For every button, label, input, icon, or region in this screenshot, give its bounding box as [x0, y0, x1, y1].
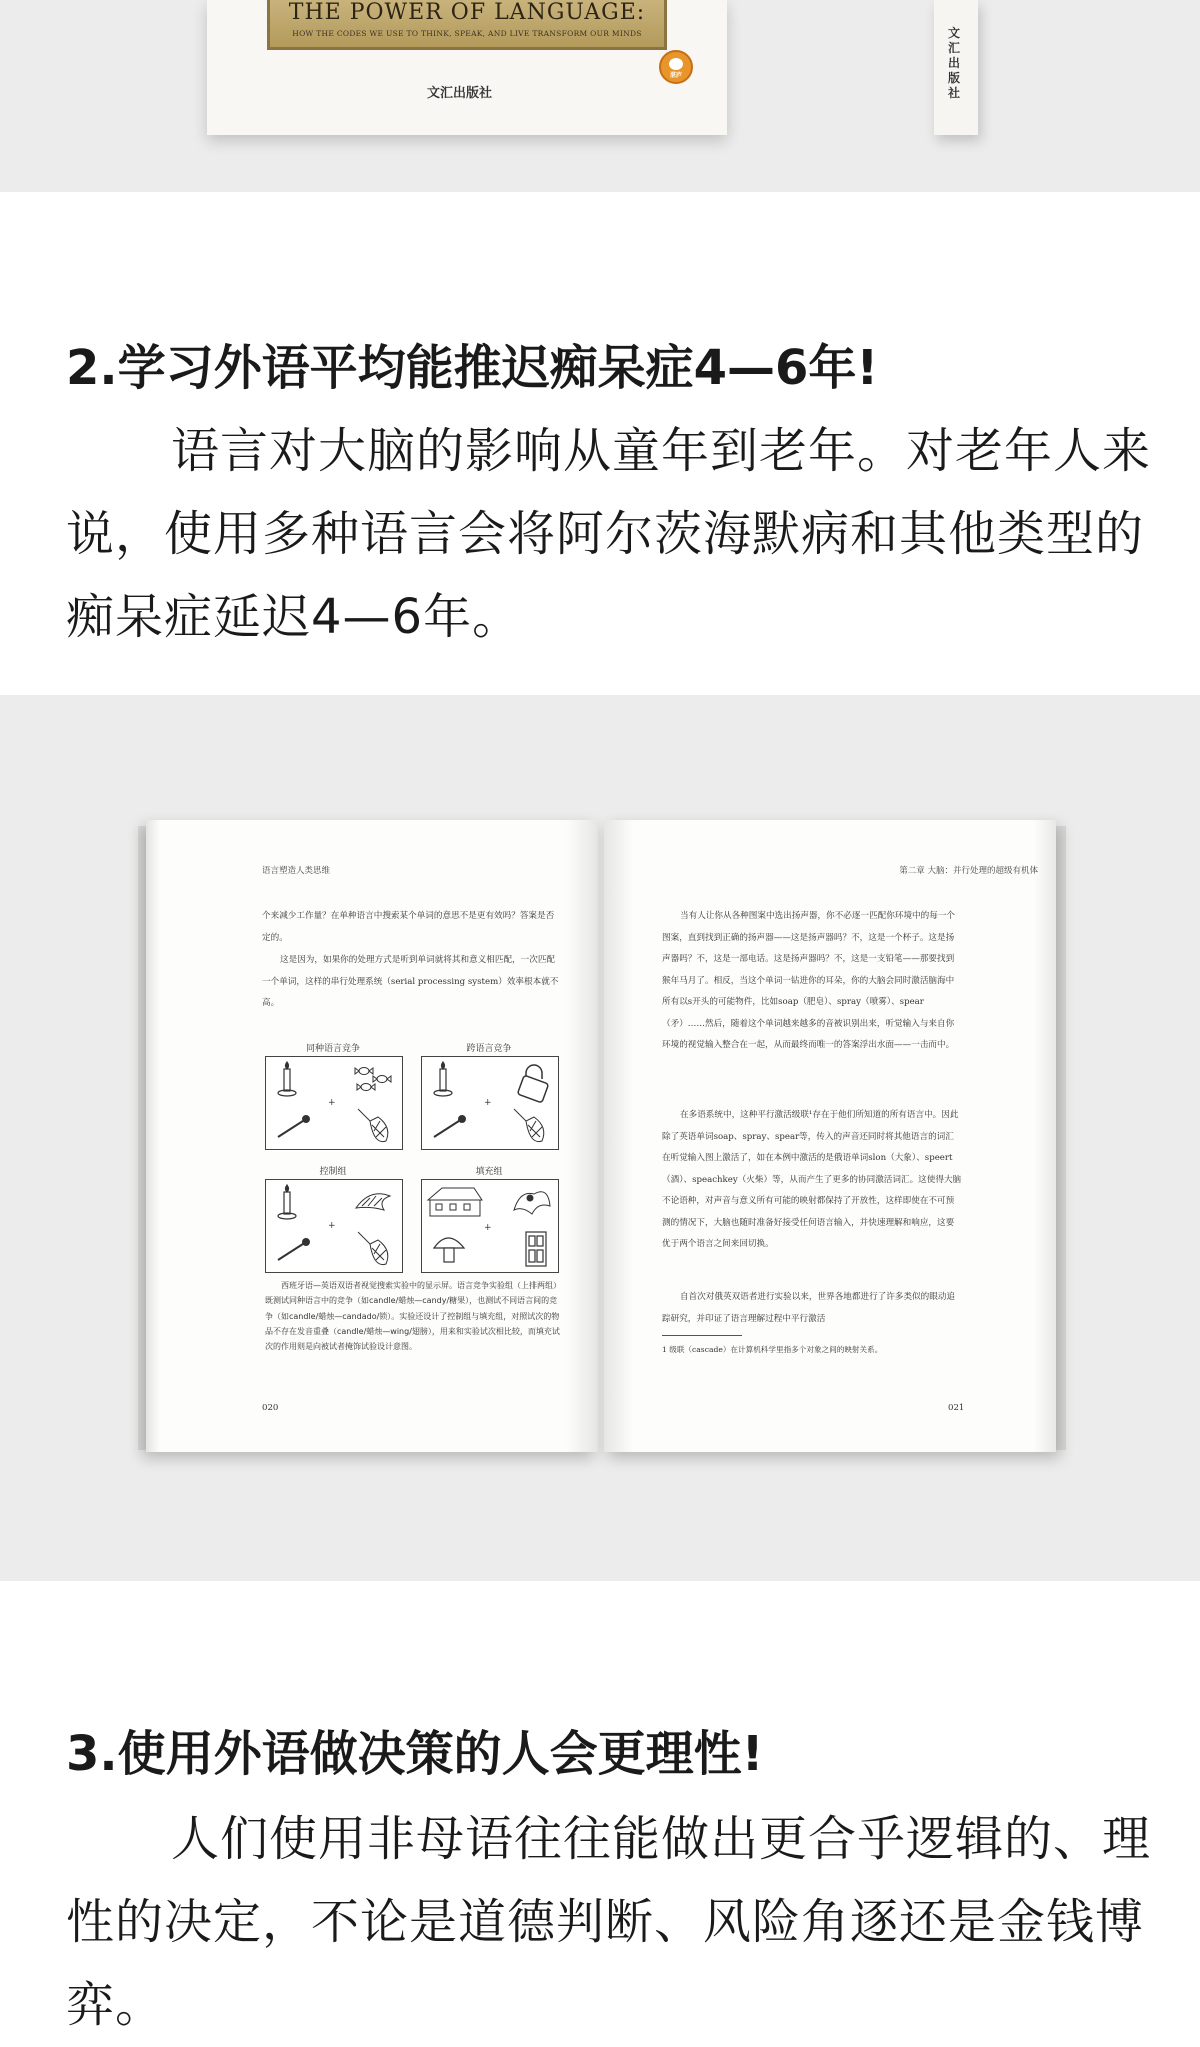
bird-icon [356, 1194, 390, 1210]
padlock-icon [517, 1065, 548, 1103]
left-page-paragraph-1: 个来减少工作量？在单种语言中搜索某个单词的意思不是更有效吗？答案是否定的。 [262, 911, 555, 943]
figure-panel-filler [421, 1179, 559, 1273]
book-spine [934, 0, 978, 135]
screw-icon [278, 1116, 309, 1137]
figure-label-filler: 填充组 [475, 1167, 503, 1177]
mushroom-icon [434, 1238, 464, 1262]
section-3-body: 人们使用非母语往往能做出更合乎逻辑的、理性的决定，不论是道德判断、风险角逐还是金钱博弈。 [66, 1811, 1152, 2033]
left-page [146, 820, 598, 1452]
footnote: 1 级联（cascade）在计算机科学里指多个对象之间的映射关系。 [662, 1345, 883, 1354]
left-page-paragraph-2: 这是因为，如果你的处理方式是听到单词就将其和意义相匹配，一次匹配一个单词，这样的串行处理系统（serial processing system）效率根本就不高。 [262, 955, 559, 1008]
house-icon [428, 1188, 482, 1216]
figure-caption: 西班牙语—英语双语者视觉搜索实验中的显示屏。语言竞争实验组（上排两组）既测试同种语言中的竞争（如candle/蜡烛—candy/糖果），也测试不同语言间的竞争（如candle/蜡烛—candado/锁）。实验还设计了控制组与填充组，对照试次的物品不存在发音重叠（candle/蜡烛—wing/翅膀），用来和实验试次相比较，而填充试次的作用则是向被试者掩饰试验设计意图。 [265, 1281, 561, 1352]
page-edge-left [138, 826, 146, 1450]
svg-text:+: + [484, 1098, 492, 1108]
svg-text:+: + [484, 1223, 492, 1233]
section-2-heading: 2.学习外语平均能推迟痴呆症4—6年! [66, 340, 879, 396]
figure-label-control: 控制组 [319, 1167, 347, 1177]
cover-publisher-logo: 文汇出版社 [427, 86, 493, 101]
candle-icon [278, 1185, 296, 1219]
right-page-number: 021 [948, 1403, 965, 1413]
footnote-rule [662, 1335, 742, 1336]
left-page-number: 020 [262, 1403, 279, 1413]
eagle-icon [514, 1192, 550, 1214]
figure-label-cross-language: 跨语言竞争 [466, 1044, 512, 1054]
right-page-paragraph-3: 自首次对俄英双语者进行实验以来，世界各地都进行了许多类似的眼动追踪研究，并印证了语言理解过程中平行激活 [662, 1292, 956, 1324]
left-page-header: 语言塑造人类思维 [262, 866, 331, 876]
spine-publisher: 文汇出版社 [948, 26, 961, 100]
svg-text:+: + [328, 1221, 336, 1231]
net-icon [358, 1109, 388, 1142]
page-edge-right [1056, 826, 1066, 1450]
figure-panel-cross-language [421, 1056, 559, 1150]
open-book [146, 820, 1056, 1452]
net-icon [358, 1232, 388, 1265]
screw-icon [278, 1239, 309, 1260]
figure-panel-control [265, 1179, 403, 1273]
book-cover [207, 0, 727, 135]
cover-subtitle: HOW THE CODES WE USE TO THINK, SPEAK, AND LIVE TRANSFORM OUR MINDS [292, 29, 642, 38]
cover-title-plaque [267, 0, 667, 50]
badge-label: 湛庐 [669, 72, 682, 79]
right-page [604, 820, 1056, 1452]
panda-badge-icon [659, 50, 693, 84]
net-icon [514, 1109, 544, 1142]
screw-icon [434, 1116, 465, 1137]
section-2-body: 语言对大脑的影响从童年到老年。对老年人来说，使用多种语言会将阿尔茨海默病和其他类型的痴呆症延迟4—6年。 [66, 423, 1152, 645]
door-icon [526, 1232, 546, 1266]
right-page-header: 第二章 大脑：并行处理的超级有机体 [899, 866, 1038, 876]
candy-icon [355, 1068, 391, 1091]
cover-title: THE POWER OF LANGUAGE: [288, 0, 646, 25]
candle-icon [434, 1062, 452, 1096]
svg-text:+: + [328, 1098, 336, 1108]
right-page-paragraph-2: 在多语系统中，这种平行激活级联¹存在于他们所知道的所有语言中。因此除了英语单词soap、spray、spear等，传入的声音还同时将其他语言的词汇在听觉输入图上激活了，如在本例中激活的是俄语单词slon（大象）、speert（酒）、speachkey（火柴）等，从而产生了更多的协同激活词汇。这使得大脑不论语种，对声音与意义所有可能的映射都保持了开放性，这样即使在不可预测的情况下，大脑也随时准备好接受任何语言输入，并快速理解和响应，这要优于两个语言之间来回切换。 [662, 1110, 962, 1249]
top-book-photo [0, 0, 1200, 192]
right-page-paragraph-1: 当有人让你从各种图案中选出扬声器，你不必逐一匹配你环境中的每一个图案，直到找到正确的扬声器——这是扬声器吗？不，这是一个杯子。这是扬声器吗？不，这是一部电话。这是扬声器吗？不，这是一支铅笔——那要找到猴年马月了。相反，当这个单词一钻进你的耳朵，你的大脑会同时激活脑海中所有以s开头的可能物件，比如soap（肥皂）、spray（喷雾）、spear（矛）……然后，随着这个单词越来越多的音被识别出来，听觉输入与来自你环境的视觉输入整合在一起，从而最终而唯一的答案浮出水面——一击而中。 [662, 911, 956, 1050]
section-3-heading: 3.使用外语做决策的人会更理性! [66, 1726, 764, 1782]
figure-label-same-language: 同种语言竞争 [305, 1044, 360, 1054]
candle-icon [278, 1062, 296, 1096]
figure-panel-same-language [265, 1056, 403, 1150]
